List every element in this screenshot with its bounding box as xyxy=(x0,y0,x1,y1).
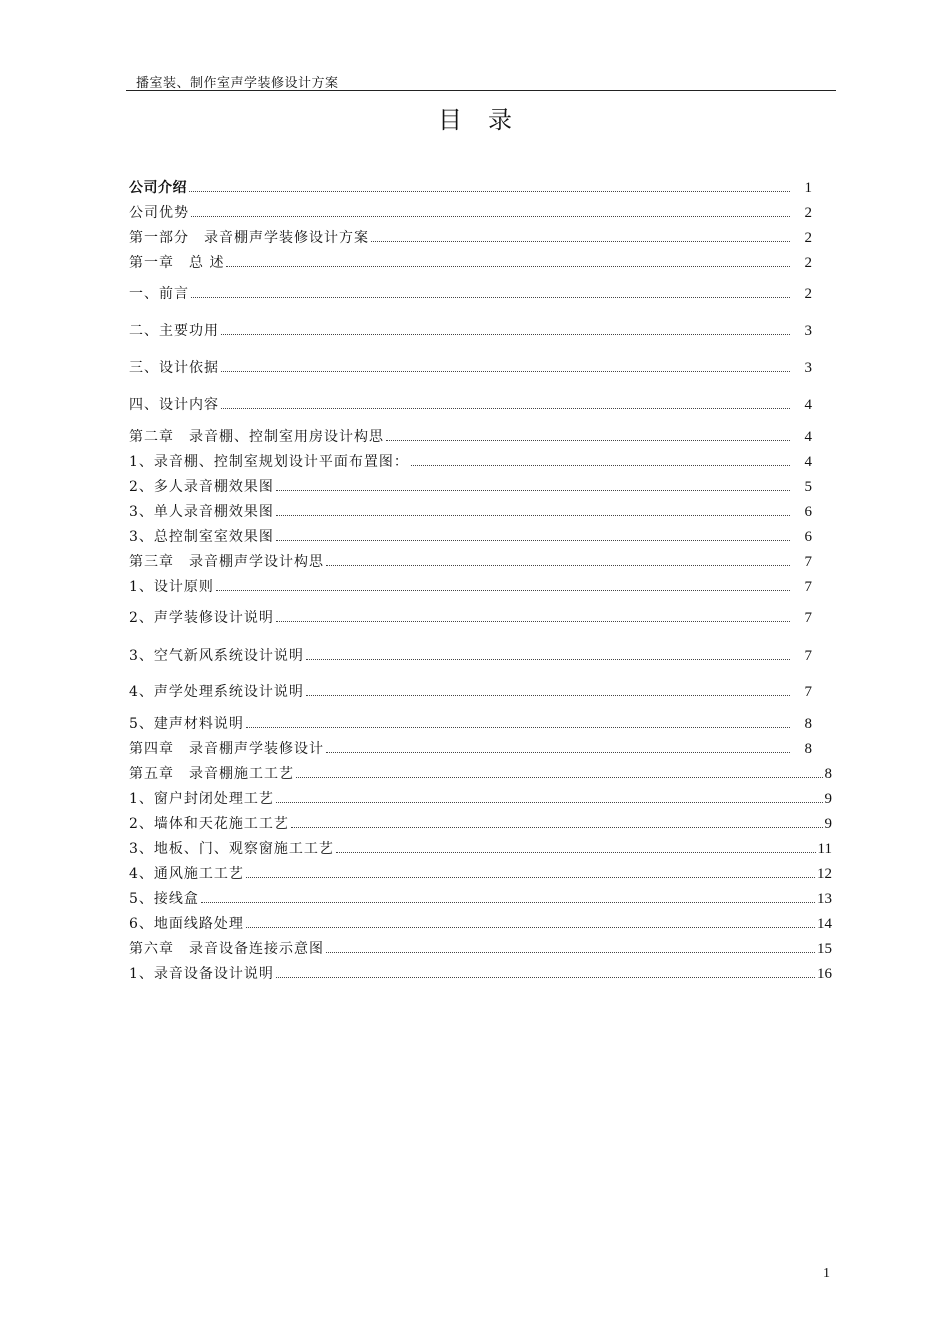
toc-dot-leader xyxy=(189,179,790,192)
toc-entry-page: 16 xyxy=(817,966,832,982)
toc-entry-page: 5 xyxy=(804,479,812,495)
toc-dot-leader xyxy=(216,578,790,591)
toc-entry-page: 2 xyxy=(804,255,812,271)
toc-entry-label: 1、设计原则 xyxy=(129,579,214,595)
toc-dot-leader xyxy=(191,285,790,298)
toc-entry[interactable] xyxy=(129,428,812,446)
page-number: 1 xyxy=(823,1266,830,1281)
toc-entry-page: 7 xyxy=(804,579,812,595)
toc-entry[interactable] xyxy=(129,359,812,377)
toc-entry-label: 三、设计依据 xyxy=(129,360,219,376)
toc-entry[interactable] xyxy=(129,204,812,222)
toc-entry[interactable] xyxy=(129,915,832,933)
toc-entry-page: 9 xyxy=(824,791,832,807)
toc-entry[interactable] xyxy=(129,715,812,733)
toc-entry-page: 11 xyxy=(817,841,832,857)
toc-entry-page: 4 xyxy=(804,429,812,445)
toc-entry-label: 一、前言 xyxy=(129,286,189,302)
toc-entry[interactable] xyxy=(129,553,812,571)
toc-entry[interactable] xyxy=(129,965,832,983)
toc-dot-leader xyxy=(306,647,790,660)
toc-dot-leader xyxy=(291,815,823,828)
toc-entry[interactable] xyxy=(129,815,832,833)
toc-entry-label: 第五章 录音棚施工工艺 xyxy=(129,766,294,782)
toc-dot-leader xyxy=(221,359,790,372)
toc-dot-leader xyxy=(276,790,823,803)
toc-entry[interactable] xyxy=(129,453,812,471)
toc-entry-label: 2、声学装修设计说明 xyxy=(129,610,274,626)
toc-dot-leader xyxy=(386,428,790,441)
toc-entry[interactable] xyxy=(129,765,832,783)
toc-entry[interactable] xyxy=(129,254,812,272)
toc-entry-label: 3、总控制室室效果图 xyxy=(129,529,274,545)
toc-entry[interactable] xyxy=(129,528,812,546)
toc-dot-leader xyxy=(276,965,815,978)
toc-entry-label: 6、地面线路处理 xyxy=(129,916,244,932)
toc-entry-label: 第六章 录音设备连接示意图 xyxy=(129,941,324,957)
toc-entry[interactable] xyxy=(129,578,812,596)
toc-entry[interactable] xyxy=(129,179,812,197)
toc-dot-leader xyxy=(276,528,790,541)
toc-entry-page: 12 xyxy=(817,866,832,882)
toc-dot-leader xyxy=(276,503,790,516)
toc-entry-page: 7 xyxy=(804,554,812,570)
toc-entry-page: 15 xyxy=(817,941,832,957)
toc-entry-page: 4 xyxy=(804,454,812,470)
toc-dot-leader xyxy=(326,940,815,953)
toc-entry[interactable] xyxy=(129,740,812,758)
toc-entry-page: 7 xyxy=(804,610,812,626)
toc-entry-label: 二、主要功用 xyxy=(129,323,219,339)
toc-entry-page: 8 xyxy=(804,716,812,732)
toc-entry-page: 8 xyxy=(824,766,832,782)
toc-entry[interactable] xyxy=(129,890,832,908)
toc-entry-label: 5、接线盒 xyxy=(129,891,199,907)
toc-entry-page: 1 xyxy=(804,180,812,196)
toc-entry-page: 6 xyxy=(804,529,812,545)
toc-entry-label: 3、空气新风系统设计说明 xyxy=(129,648,304,664)
toc-entry-page: 7 xyxy=(804,648,812,664)
toc-dot-leader xyxy=(326,553,790,566)
toc-entry[interactable] xyxy=(129,647,812,665)
running-header xyxy=(126,70,836,91)
toc-entry[interactable] xyxy=(129,229,812,247)
toc-entry[interactable] xyxy=(129,285,812,303)
toc-dot-leader xyxy=(371,229,790,242)
toc-dot-leader xyxy=(306,683,790,696)
toc-entry[interactable] xyxy=(129,478,812,496)
toc-entry-label: 公司介绍 xyxy=(129,180,187,196)
toc-entry-page: 9 xyxy=(824,816,832,832)
toc-dot-leader xyxy=(246,715,790,728)
toc-entry-page: 3 xyxy=(804,323,812,339)
toc-dot-leader xyxy=(221,396,790,409)
toc-entry-label: 第一部分 录音棚声学装修设计方案 xyxy=(129,230,369,246)
page-title: 目录 xyxy=(438,106,538,134)
toc-dot-leader xyxy=(226,254,790,267)
toc-entry[interactable] xyxy=(129,683,812,701)
toc-dot-leader xyxy=(221,322,790,335)
toc-entry-label: 5、建声材料说明 xyxy=(129,716,244,732)
toc-dot-leader xyxy=(326,740,790,753)
toc-entry-label: 四、设计内容 xyxy=(129,397,219,413)
toc-entry-page: 2 xyxy=(804,230,812,246)
toc-entry-label: 1、窗户封闭处理工艺 xyxy=(129,791,274,807)
header-title: 播室装、制作室声学装修设计方案 xyxy=(136,76,339,91)
toc-entry-label: 第二章 录音棚、控制室用房设计构思 xyxy=(129,429,384,445)
toc-entry-label: 4、通风施工工艺 xyxy=(129,866,244,882)
toc-entry[interactable] xyxy=(129,396,812,414)
toc-entry-page: 3 xyxy=(804,360,812,376)
toc-entry-label: 3、单人录音棚效果图 xyxy=(129,504,274,520)
toc-dot-leader xyxy=(276,609,790,622)
toc-dot-leader xyxy=(246,915,815,928)
toc-entry-label: 1、录音设备设计说明 xyxy=(129,966,274,982)
toc-entry-label: 1、录音棚、控制室规划设计平面布置图： xyxy=(129,454,409,470)
toc-dot-leader xyxy=(191,204,790,217)
toc-entry-page: 8 xyxy=(804,741,812,757)
toc-entry-page: 4 xyxy=(804,397,812,413)
toc-entry-page: 7 xyxy=(804,684,812,700)
toc-entry-label: 4、声学处理系统设计说明 xyxy=(129,684,304,700)
toc-entry-label: 2、墙体和天花施工工艺 xyxy=(129,816,289,832)
toc-entry-page: 13 xyxy=(817,891,832,907)
toc-entry[interactable] xyxy=(129,790,832,808)
toc-entry-label: 第四章 录音棚声学装修设计 xyxy=(129,741,324,757)
toc-dot-leader xyxy=(296,765,823,778)
toc-dot-leader xyxy=(276,478,790,491)
toc-entry[interactable] xyxy=(129,322,812,340)
toc-entry-page: 6 xyxy=(804,504,812,520)
toc-entry-page: 2 xyxy=(804,205,812,221)
toc-entry[interactable] xyxy=(129,840,832,858)
toc-entry-label: 3、地板、门、观察窗施工工艺 xyxy=(129,841,334,857)
toc-dot-leader xyxy=(411,453,790,466)
toc-entry-page: 2 xyxy=(804,286,812,302)
toc-entry-page: 14 xyxy=(817,916,832,932)
toc-entry[interactable] xyxy=(129,865,832,883)
toc-entry-label: 第三章 录音棚声学设计构思 xyxy=(129,554,324,570)
toc-entry[interactable] xyxy=(129,503,812,521)
toc-entry[interactable] xyxy=(129,940,832,958)
toc-entry-label: 2、多人录音棚效果图 xyxy=(129,479,274,495)
toc-entry[interactable] xyxy=(129,609,812,627)
toc-dot-leader xyxy=(246,865,815,878)
toc-dot-leader xyxy=(336,840,816,853)
toc-dot-leader xyxy=(201,890,815,903)
toc-entry-label: 公司优势 xyxy=(129,205,189,221)
toc-entry-label: 第一章 总 述 xyxy=(129,255,225,271)
